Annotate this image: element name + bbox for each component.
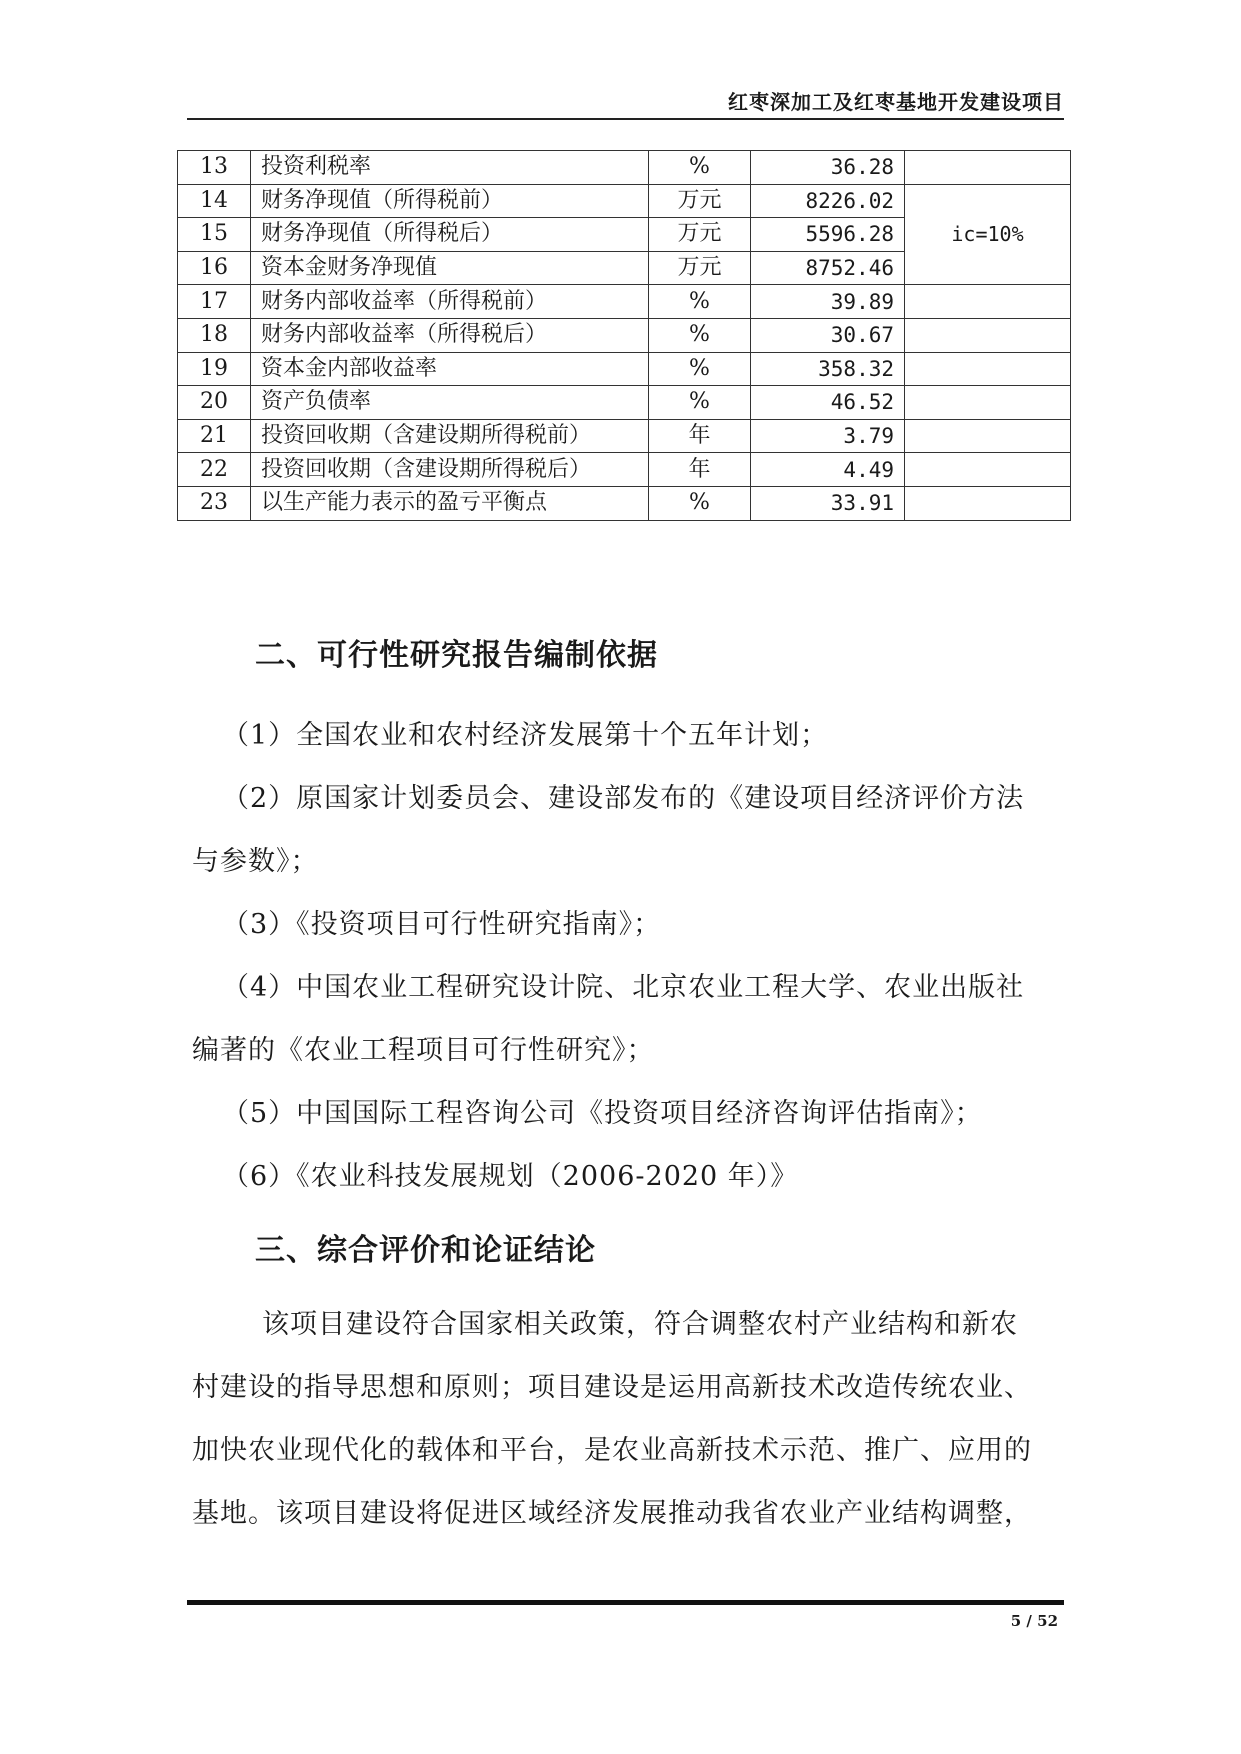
row-number: 18 — [178, 318, 251, 352]
row-note-empty — [905, 352, 1071, 386]
row-unit: % — [649, 386, 751, 420]
row-name: 财务内部收益率（所得税后） — [251, 318, 649, 352]
row-note-empty — [905, 453, 1071, 487]
header-title: 红枣深加工及红枣基地开发建设项目 — [728, 90, 1064, 114]
row-number: 13 — [178, 151, 251, 185]
row-value: 30.67 — [751, 318, 905, 352]
section-heading-basis: 二、可行性研究报告编制依据 — [255, 638, 658, 673]
row-name: 资本金财务净现值 — [251, 251, 649, 285]
row-value: 33.91 — [751, 486, 905, 520]
table-row — [178, 453, 1071, 487]
page-number: 5 / 52 — [1010, 1612, 1058, 1630]
row-note-empty — [905, 151, 1071, 185]
paragraph-line: 加快农业现代化的载体和平台，是农业高新技术示范、推广、应用的 — [192, 1435, 1032, 1466]
row-number: 17 — [178, 285, 251, 319]
row-note-empty — [905, 386, 1071, 420]
metrics-table — [177, 150, 1071, 521]
table-row — [178, 318, 1071, 352]
row-number: 22 — [178, 453, 251, 487]
basis-item: （4）中国农业工程研究设计院、北京农业工程大学、农业出版社 — [222, 972, 1025, 1003]
basis-item: （1）全国农业和农村经济发展第十个五年计划； — [222, 720, 829, 751]
row-value: 4.49 — [751, 453, 905, 487]
discount-rate-note: ic=10% — [905, 184, 1071, 285]
row-name: 投资利税率 — [251, 151, 649, 185]
row-value: 46.52 — [751, 386, 905, 420]
row-value: 8226.02 — [751, 184, 905, 218]
basis-item-continuation: 与参数》； — [192, 846, 319, 877]
paragraph-line: 村建设的指导思想和原则；项目建设是运用高新技术改造传统农业、 — [192, 1372, 1032, 1403]
row-unit: 年 — [649, 419, 751, 453]
row-unit: % — [649, 285, 751, 319]
table-row — [178, 285, 1071, 319]
basis-item-continuation: 编著的《农业工程项目可行性研究》； — [192, 1035, 655, 1066]
row-value: 36.28 — [751, 151, 905, 185]
row-name: 以生产能力表示的盈亏平衡点 — [251, 486, 649, 520]
row-name: 投资回收期（含建设期所得税后） — [251, 453, 649, 487]
row-value: 5596.28 — [751, 218, 905, 252]
row-number: 23 — [178, 486, 251, 520]
table-row — [178, 419, 1071, 453]
row-note-empty — [905, 419, 1071, 453]
row-number: 19 — [178, 352, 251, 386]
paragraph-line: 基地。该项目建设将促进区域经济发展推动我省农业产业结构调整， — [192, 1498, 1032, 1529]
row-value: 39.89 — [751, 285, 905, 319]
row-name: 财务净现值（所得税前） — [251, 184, 649, 218]
row-number: 15 — [178, 218, 251, 252]
row-number: 21 — [178, 419, 251, 453]
row-number: 16 — [178, 251, 251, 285]
row-unit: 万元 — [649, 251, 751, 285]
row-unit: 万元 — [649, 218, 751, 252]
section-heading-conclusion: 三、综合评价和论证结论 — [255, 1233, 596, 1268]
conclusion-paragraph — [192, 1293, 1062, 1545]
table-row — [178, 386, 1071, 420]
row-value: 358.32 — [751, 352, 905, 386]
basis-item: （2）原国家计划委员会、建设部发布的《建设项目经济评价方法 — [222, 783, 1025, 814]
table-row — [178, 151, 1071, 185]
row-value: 8752.46 — [751, 251, 905, 285]
row-unit: % — [649, 151, 751, 185]
row-unit: 年 — [649, 453, 751, 487]
basis-item: （3）《投资项目可行性研究指南》； — [222, 909, 662, 940]
table-row — [178, 352, 1071, 386]
row-note-empty — [905, 318, 1071, 352]
row-note-empty — [905, 486, 1071, 520]
table-row — [178, 486, 1071, 520]
row-unit: % — [649, 486, 751, 520]
row-unit: % — [649, 318, 751, 352]
row-number: 20 — [178, 386, 251, 420]
row-name: 资产负债率 — [251, 386, 649, 420]
row-unit: % — [649, 352, 751, 386]
table-row — [178, 184, 1071, 218]
basis-item: （5）中国国际工程咨询公司《投资项目经济咨询评估指南》； — [222, 1098, 983, 1129]
paragraph-line: 该项目建设符合国家相关政策，符合调整农村产业结构和新农 — [262, 1309, 1018, 1340]
row-name: 投资回收期（含建设期所得税前） — [251, 419, 649, 453]
row-note-empty — [905, 285, 1071, 319]
row-value: 3.79 — [751, 419, 905, 453]
row-name: 财务净现值（所得税后） — [251, 218, 649, 252]
row-name: 资本金内部收益率 — [251, 352, 649, 386]
basis-list — [192, 704, 1062, 1208]
row-number: 14 — [178, 184, 251, 218]
basis-item: （6）《农业科技发展规划（2006-2020 年）》 — [222, 1161, 799, 1192]
header-rule — [187, 118, 1064, 120]
row-name: 财务内部收益率（所得税前） — [251, 285, 649, 319]
row-unit: 万元 — [649, 184, 751, 218]
footer-rule — [187, 1600, 1064, 1605]
